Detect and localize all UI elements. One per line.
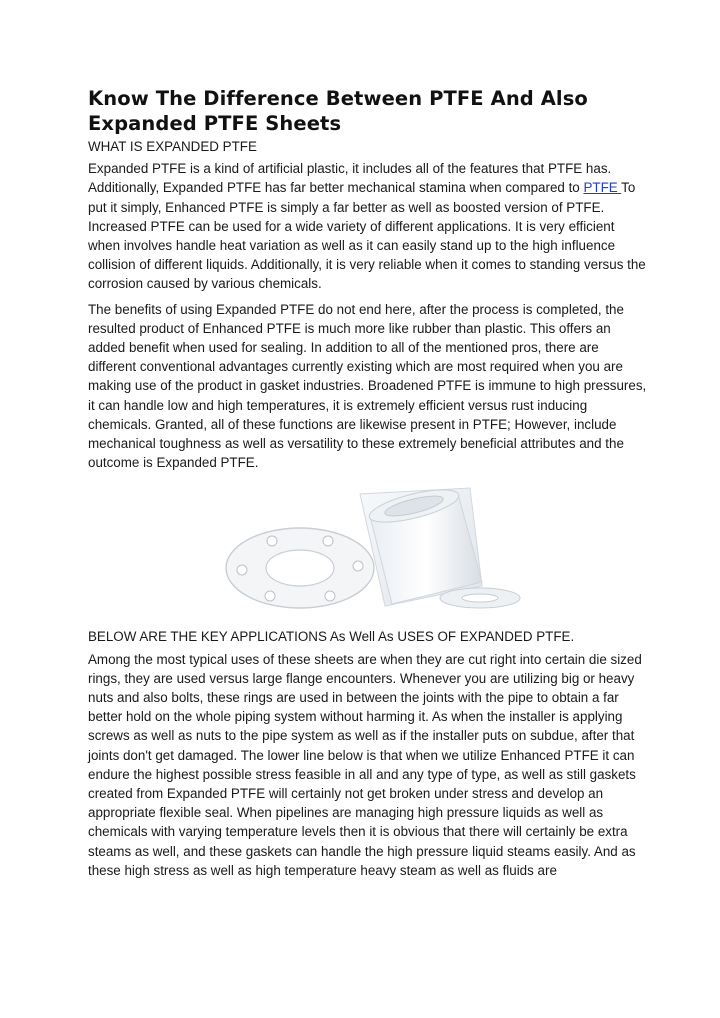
paragraph-1-text-a: Expanded PTFE is a kind of artificial plastic, it includes all of the features that PTFE has. Additionally, Expanded PTFE has far better mechanical stamina when compared to	[88, 161, 612, 196]
page-title: Know The Difference Between PTFE And Also Expanded PTFE Sheets	[88, 87, 588, 135]
paragraph-2: The benefits of using Expanded PTFE do not end here, after the process is completed, the resulted product of Enhanced PTFE is much more like rubber than plastic. This offers an added benefit when used for sealing. In addition to all of the mentioned pros, there are different conventional advantages currently existing which are most required when you are making use of the product in gasket industries. Broadened PTFE is immune to high pressures, it can handle low and high temperatures, it is extremely efficient versus rust inducing chemicals. Granted, all of these functions are likewise present in PTFE; However, include mechanical toughness as well as versatility to these extremely beneficial attributes and the outcome is Expanded PTFE.	[88, 301, 647, 471]
section-heading-what-is: WHAT IS EXPANDED PTFE	[88, 139, 257, 154]
document-page	[88, 86, 648, 886]
paragraph-3: Among the most typical uses of these sheets are when they are cut right into certain die sized rings, they are used versus large flange encounters. Whenever you are utilizing big or heavy nuts and also bolts, these rings are used in between the joints with the pipe to obtain a far better hold on the whole piping system without harming it. As when the installer is applying screws as well as nuts to the pipe system as well as if the installer puts on subdue, after that joints don't get damaged. The lower line below is that when we utilize Enhanced PTFE it can endure the highest possible stress feasible in all and any type of type, as well as still gaskets created from Expanded PTFE will certainly not get broken under stress and develop an appropriate flexible seal. When pipelines are managing high pressure liquids as well as chemicals with varying temperature levels then it is obvious that there will certainly be extra steams as well, and these gaskets can handle the high pressure liquid steams easily. And as these high stress as well as high temperature heavy steam as well as fluids are	[88, 651, 642, 878]
gasket-illustration	[220, 486, 620, 616]
ptfe-link[interactable]: PTFE	[583, 180, 622, 196]
section-heading-applications: BELOW ARE THE KEY APPLICATIONS As Well As USES OF EXPANDED PTFE.	[88, 629, 575, 645]
paragraph-1-text-b: To put it simply, Enhanced PTFE is simply a far better as well as boosted version of PTFE. Increased PTFE can be used for a wide variety of different applications. It is very efficient when involves handle heat variation as well as it can easily stand up to the high influence collision of different liquids. Additionally, it is very reliable when it comes to standing versus the corrosion caused by various chemicals.	[88, 180, 646, 292]
ptfe-gasket-image	[220, 486, 620, 616]
paragraph-1	[88, 159, 648, 293]
